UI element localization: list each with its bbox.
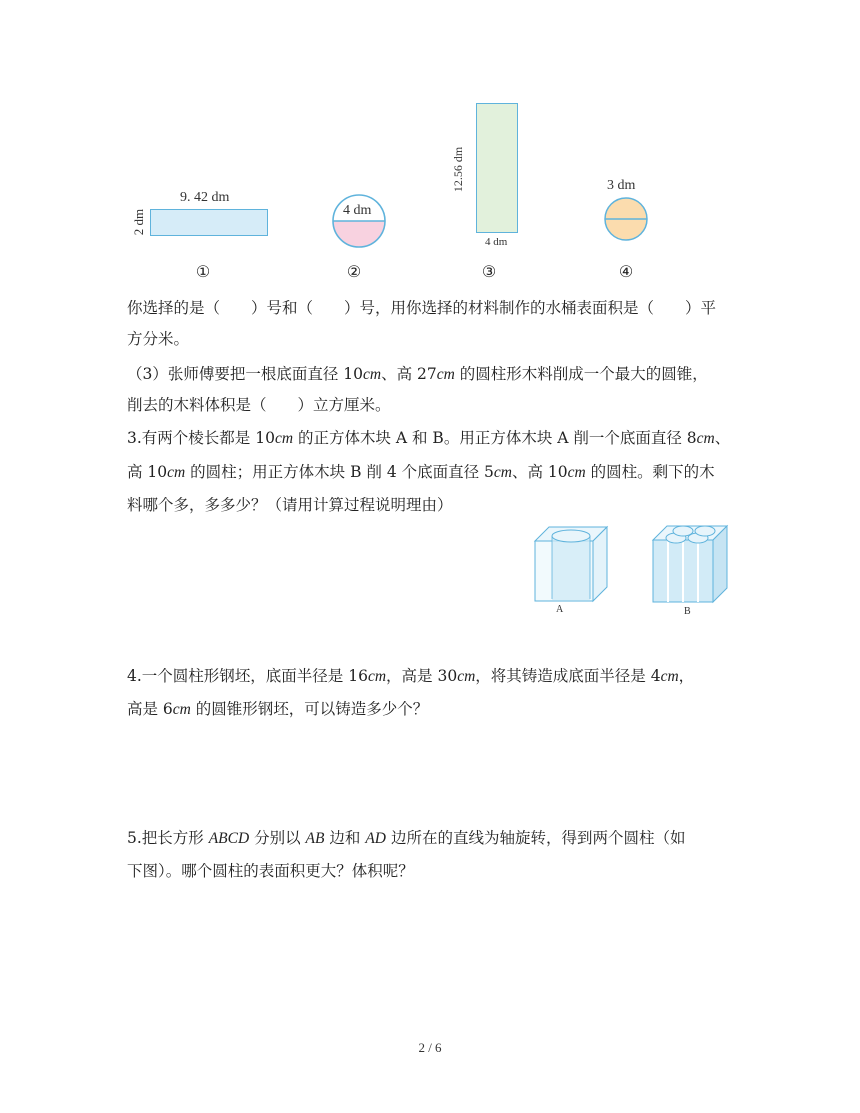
q3-line-1: 3.有两个棱长都是 10cm 的正方体木块 A 和 B。用正方体木块 A 削一个底面直径 8cm、 — [127, 429, 731, 447]
cube-b-label: B — [684, 606, 691, 617]
q5-line-1: 5.把长方形 ABCD 分别以 AB 边和 AD 边所在的直线为轴旋转，得到两个圆柱（如 — [127, 829, 686, 847]
figure-circle-4 — [603, 196, 649, 242]
q4-line-1: 4.一个圆柱形钢坯，底面半径是 16cm，高是 30cm，将其铸造成底面半径是 4cm， — [127, 667, 695, 685]
cube-a-label: A — [556, 604, 564, 615]
rectangle-3-width-label: 4 dm — [485, 236, 508, 248]
q3-line-3: 料哪个多，多多少？（请用计算过程说明理由） — [127, 496, 453, 514]
figure-cube-b — [651, 524, 729, 604]
page-number: 2 / 6 — [418, 1040, 442, 1055]
circle-2-diameter-label: 4 dm — [343, 203, 372, 218]
figure-cube-a — [531, 523, 611, 605]
rectangle-3-height-label: 12.56 dm — [451, 146, 466, 193]
q2-answer-line-2: 方分米。 — [127, 330, 190, 348]
q2-part3-line-1: （3）张师傅要把一根底面直径 10cm、高 27cm 的圆柱形木料削成一个最大的圆锥， — [127, 365, 708, 383]
rectangle-1-height-label: 2 dm — [131, 208, 147, 236]
q3-line-2: 高 10cm 的圆柱；用正方体木块 B 削 4 个底面直径 5cm、高 10cm 的圆柱。剩下的木 — [127, 463, 715, 481]
figure-number-3: ③ — [481, 262, 497, 281]
figure-rectangle-3 — [476, 103, 518, 233]
q2-part3-line-2: 削去的木料体积是（ ）立方厘米。 — [127, 396, 391, 414]
rectangle-1-width-label: 9. 42 dm — [180, 190, 230, 205]
figure-number-2: ② — [346, 262, 362, 281]
figure-rectangle-1 — [150, 209, 268, 236]
figure-number-4: ④ — [618, 262, 634, 281]
q5-line-2: 下图）。哪个圆柱的表面积更大？体积呢？ — [127, 862, 414, 880]
figure-circle-2 — [331, 193, 387, 249]
q2-answer-line-1: 你选择的是（ ）号和（ ）号，用你选择的材料制作的水桶表面积是（ ）平 — [127, 299, 717, 317]
q4-line-2: 高是 6cm 的圆锥形钢坯，可以铸造多少个？ — [127, 700, 429, 718]
circle-4-diameter-label: 3 dm — [607, 178, 636, 193]
figure-number-1: ① — [195, 262, 211, 281]
